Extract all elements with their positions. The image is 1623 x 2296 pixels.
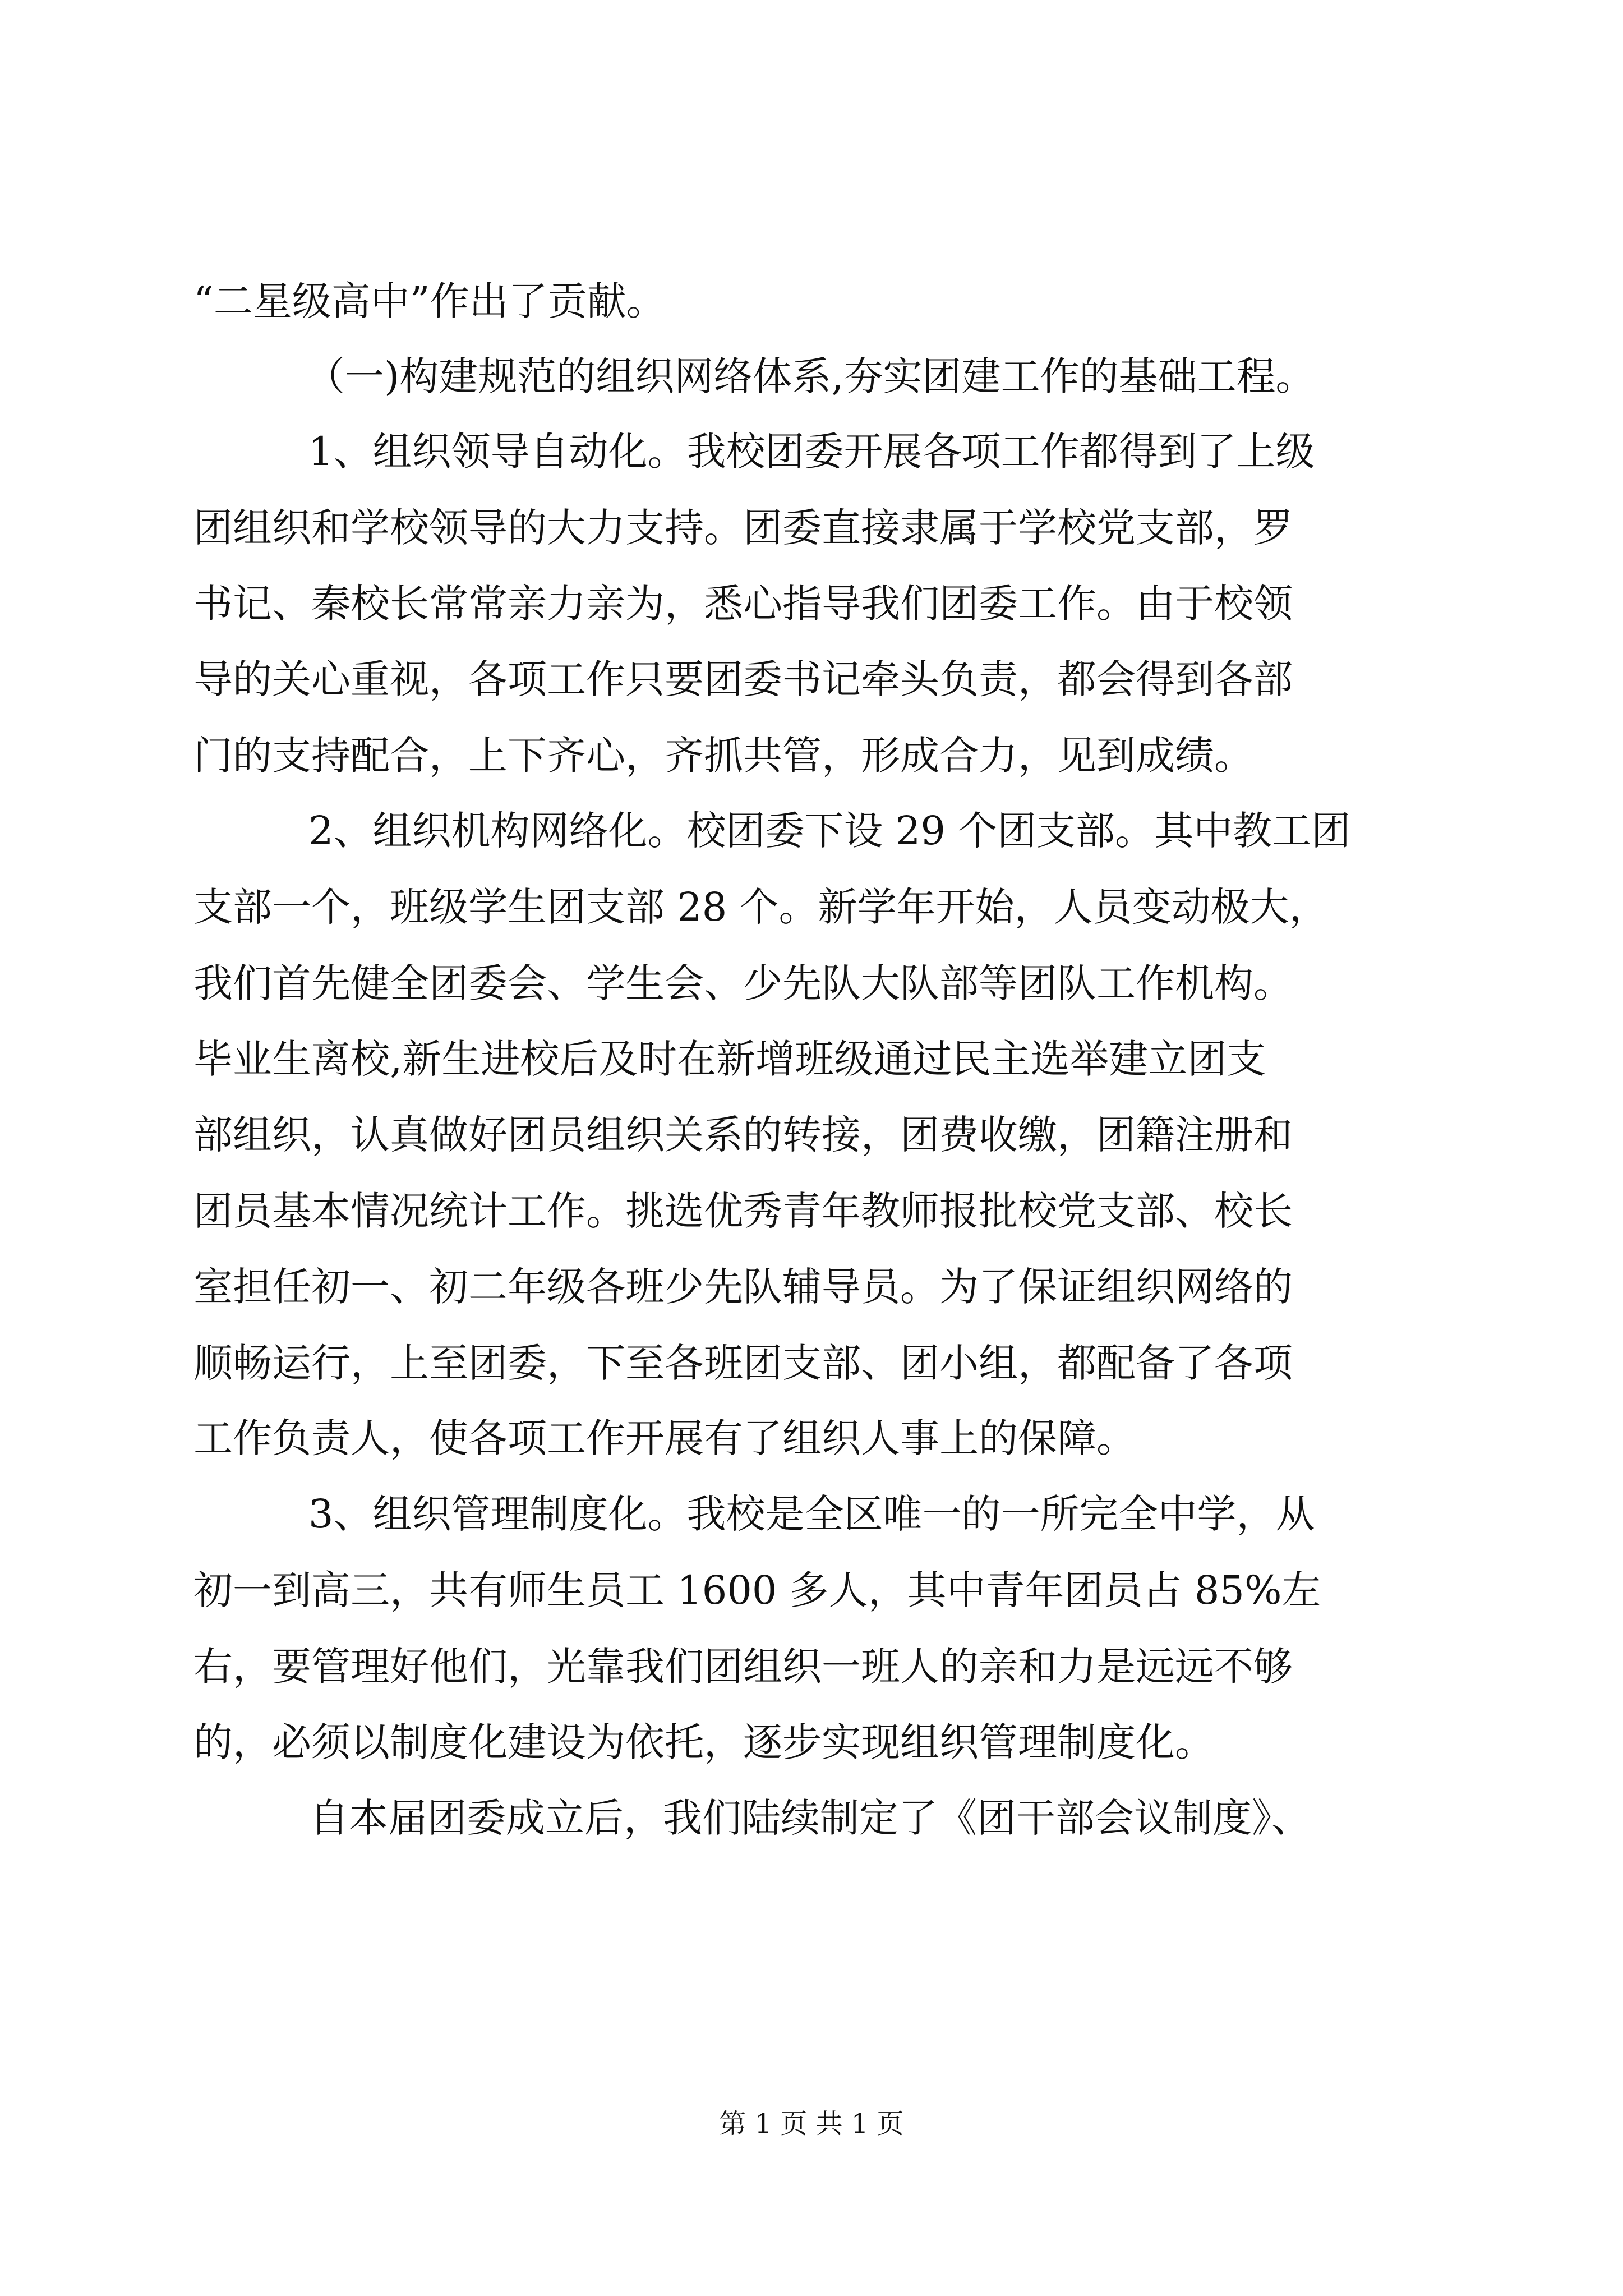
text-line: 室担任初一、初二年级各班少先队辅导员。为了保证组织网络的 [193, 1264, 1293, 1310]
text-line: 初一到高三，共有师生员工 1600 多人，其中青年团员占 85%左 [193, 1567, 1321, 1613]
text-line: 团组织和学校领导的大力支持。团委直接隶属于学校党支部，罗 [193, 505, 1293, 551]
text-line: 工作负责人，使各项工作开展有了组织人事上的保障。 [193, 1415, 1136, 1461]
text-line: 1、组织领导自动化。我校团委开展各项工作都得到了上级 [308, 429, 1315, 475]
text-line: 门的支持配合，上下齐心，齐抓共管，形成合力，见到成绩。 [193, 733, 1253, 779]
text-line: 我们首先健全团委会、学生会、少先队大队部等团队工作机构。 [193, 960, 1293, 1006]
text-line: 团员基本情况统计工作。挑选优秀青年教师报批校党支部、校长 [193, 1188, 1293, 1234]
text-line: “二星级高中”作出了贡献。 [193, 278, 666, 324]
text-line: 2、组织机构网络化。校团委下设 29 个团支部。其中教工团 [308, 808, 1351, 854]
page-footer: 第 1 页 共 1 页 [719, 2108, 904, 2139]
text-line: （一)构建规范的组织网络体系,夯实团建工作的基础工程。 [306, 353, 1315, 399]
text-line: 自本届团委成立后，我们陆续制定了《团干部会议制度》、 [310, 1795, 1311, 1841]
text-line: 右，要管理好他们，光靠我们团组织一班人的亲和力是远远不够 [193, 1644, 1293, 1690]
text-line: 部组织，认真做好团员组织关系的转接，团费收缴，团籍注册和 [193, 1112, 1293, 1158]
text-line: 书记、秦校长常常亲力亲为，悉心指导我们团委工作。由于校领 [193, 581, 1293, 627]
text-line: 毕业生离校,新生进校后及时在新增班级通过民主选举建立团支 [193, 1036, 1266, 1082]
text-line: 支部一个，班级学生团支部 28 个。新学年开始，人员变动极大， [193, 884, 1329, 930]
text-line: 导的关心重视，各项工作只要团委书记牵头负责，都会得到各部 [193, 656, 1293, 702]
text-line: 3、组织管理制度化。我校是全区唯一的一所完全中学，从 [308, 1491, 1315, 1537]
text-line: 的，必须以制度化建设为依托，逐步实现组织管理制度化。 [193, 1719, 1214, 1765]
text-line: 顺畅运行，上至团委，下至各班团支部、团小组，都配备了各项 [193, 1340, 1293, 1386]
